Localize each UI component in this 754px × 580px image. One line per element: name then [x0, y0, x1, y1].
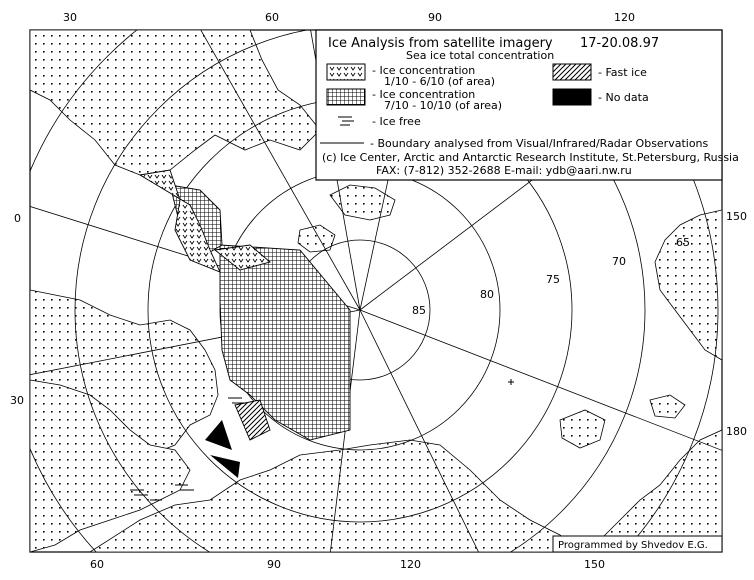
lat-label-70: 70 [612, 255, 626, 268]
legend-contact: FAX: (7-812) 352-2688 E-mail: ydb@aari.nw.ru [376, 164, 632, 177]
credit-text: Programmed by Shvedov E.G. [558, 540, 708, 551]
lon-label-right-180: 180 [726, 425, 747, 438]
lon-label-top-120: 120 [614, 11, 635, 24]
legend-high-line2: 7/10 - 10/10 (of area) [384, 99, 503, 112]
legend-swatch-no-data [553, 89, 591, 105]
legend-no-data: - No data [598, 91, 649, 104]
lat-label-80: 80 [480, 288, 494, 301]
legend-copyright: (c) Ice Center, Arctic and Antarctic Research Institute, St.Petersburg, Russia [322, 151, 739, 164]
lon-label-bottom-60: 60 [90, 558, 104, 571]
legend-low-line1: - Ice concentration [372, 64, 476, 77]
lon-label-top-30: 30 [63, 11, 77, 24]
legend-high-line1: - Ice concentration [372, 88, 476, 101]
lon-label-top-90: 90 [428, 11, 442, 24]
legend-swatch-high [327, 89, 365, 105]
legend-ice-free: - Ice free [372, 115, 421, 128]
lon-label-left-30: 30 [10, 394, 24, 407]
lat-label-75: 75 [546, 273, 560, 286]
lon-label-bottom-120: 120 [400, 558, 421, 571]
lon-label-bottom-150: 150 [584, 558, 605, 571]
legend-swatch-low [327, 64, 365, 80]
legend-low-line2: 1/10 - 6/10 (of area) [384, 75, 496, 88]
legend-boundary: - Boundary analysed from Visual/Infrared/Radar Observations [370, 137, 709, 150]
legend-subtitle: Sea ice total concentration [406, 49, 555, 62]
lon-label-top-60: 60 [265, 11, 279, 24]
lat-label-85: 85 [412, 304, 426, 317]
lon-label-left-0: 0 [14, 212, 21, 225]
legend-fast-ice: - Fast ice [598, 66, 647, 79]
lon-label-bottom-90: 90 [267, 558, 281, 571]
lat-label-65: 65 [676, 236, 690, 249]
legend-title: Ice Analysis from satellite imagery [328, 36, 553, 51]
legend-swatch-fast-ice [553, 64, 591, 80]
legend-date: 17-20.08.97 [580, 36, 660, 51]
legend-panel [316, 30, 739, 180]
credit-panel [553, 536, 722, 552]
lon-label-right-150: 150 [726, 210, 747, 223]
